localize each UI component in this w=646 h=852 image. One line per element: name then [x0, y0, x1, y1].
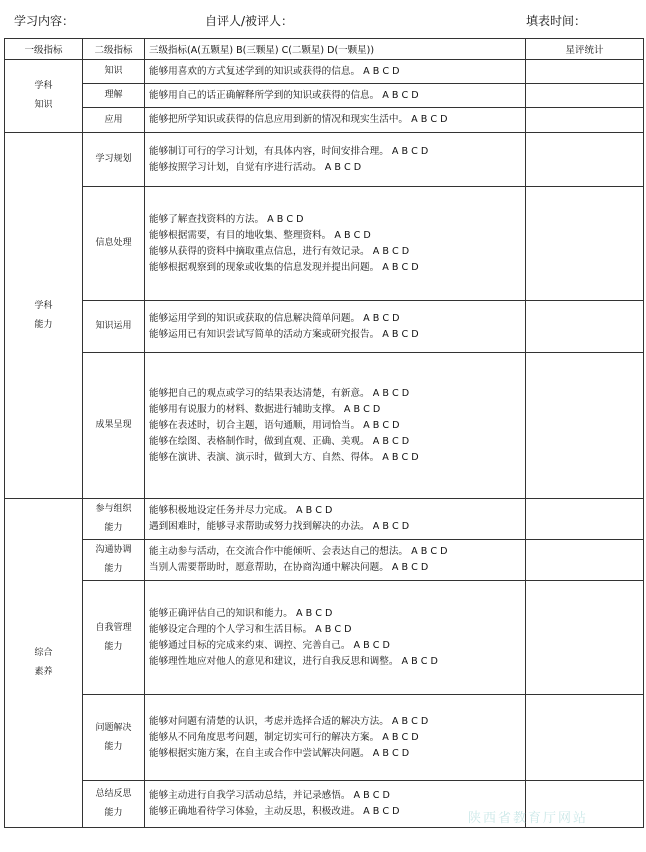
header-level1: 一级指标 [5, 39, 83, 60]
level2-cell [83, 781, 145, 828]
level2-cell [83, 695, 145, 781]
criterion-text: 能够理性地应对他人的意见和建议，进行自我反思和调整。 A B C D [149, 655, 438, 667]
criterion-text: 能够把自己的观点或学习的结果表达清楚，有新意。 A B C D [149, 387, 410, 399]
table-row [5, 133, 644, 187]
criterion-text: 能够正确地看待学习体验，主动反思，积极改进。 A B C D [149, 806, 400, 817]
star-rating-cell[interactable] [526, 60, 644, 84]
level2-text: 能力 [104, 741, 123, 752]
level2-text: 知识运用 [95, 321, 132, 331]
criterion-text: 能够把所学知识或获得的信息应用到新的情况和现实生活中。 A B C D [149, 114, 448, 125]
level3-cell [145, 60, 526, 84]
star-rating-cell[interactable] [526, 108, 644, 133]
header-level2: 二级指标 [83, 39, 145, 60]
level2-text: 能力 [104, 523, 123, 533]
table-row [5, 499, 644, 540]
criterion-text: 能够积极地设定任务并尽力完成。 A B C D [149, 505, 333, 516]
level1-cell [5, 133, 83, 499]
criterion-text: 能主动参与活动，在交流合作中能倾听、会表达自己的想法。 A B C D [149, 546, 448, 557]
header-level3: 三级指标(A(五颗星) B(三颗星) C(二颗星) D(一颗星)) [145, 39, 526, 60]
level2-text: 信息处理 [95, 238, 132, 248]
level1-text: 学科 [34, 300, 53, 311]
level2-text: 参与组织 [95, 504, 132, 514]
criterion-text: 能够用有说服力的材料、数据进行辅助支撑。 A B C D [149, 403, 381, 415]
level3-cell [145, 301, 526, 353]
criterion-text: 能够运用已有知识尝试写简单的活动方案或研究报告。 A B C D [149, 328, 419, 340]
level3-cell [145, 540, 526, 581]
level3-cell [145, 108, 526, 133]
level2-text: 理解 [104, 90, 123, 100]
level1-text: 知识 [34, 100, 53, 110]
star-rating-cell[interactable] [526, 499, 644, 540]
level2-cell [83, 60, 145, 84]
level2-text: 成果呈现 [95, 420, 132, 430]
level2-text: 能力 [104, 564, 123, 574]
level1-text: 学科 [34, 81, 53, 91]
date-label: 填表时间： [526, 14, 587, 28]
level1-text: 综合 [34, 648, 53, 658]
table-row [5, 108, 644, 133]
criterion-text: 能够了解查找资料的方法。 A B C D [149, 213, 304, 225]
criterion-text: 能够运用学到的知识或获取的信息解决简单问题。 A B C D [149, 312, 400, 324]
level2-cell [83, 133, 145, 187]
table-row [5, 353, 644, 499]
criterion-text: 能够对问题有清楚的认识，考虑并选择合适的解决方法。 A B C D [149, 715, 429, 727]
level2-cell [83, 108, 145, 133]
level1-text: 能力 [34, 319, 53, 330]
table-header-row [5, 39, 644, 60]
star-rating-cell[interactable] [526, 187, 644, 301]
level2-text: 自我管理 [95, 622, 132, 633]
level2-text: 学习规划 [95, 154, 132, 164]
criterion-text: 遇到困难时，能够寻求帮助或努力找到解决的办法。 A B C D [149, 521, 410, 532]
star-rating-cell[interactable] [526, 540, 644, 581]
level1-text: 素养 [34, 667, 53, 677]
table-row [5, 84, 644, 108]
level3-cell [145, 499, 526, 540]
level2-cell [83, 540, 145, 581]
study-content-label: 学习内容： [14, 14, 75, 28]
level2-text: 沟通协调 [95, 545, 132, 555]
evaluator-label: 自评人/被评人： [205, 14, 294, 28]
level2-cell [83, 499, 145, 540]
watermark: 陕西省教育厅网站 [468, 811, 589, 826]
level3-cell [145, 581, 526, 695]
criterion-text: 能够从获得的资料中摘取重点信息，进行有效记录。 A B C D [149, 245, 410, 257]
star-rating-cell[interactable] [526, 84, 644, 108]
table-row [5, 301, 644, 353]
criterion-text: 能够在表述时，切合主题，语句通顺，用词恰当。 A B C D [149, 419, 400, 431]
star-rating-cell[interactable] [526, 581, 644, 695]
level2-text: 问题解决 [95, 722, 132, 733]
level2-text: 知识 [104, 66, 123, 76]
criterion-text: 能够根据需要，有目的地收集、整理资料。 A B C D [149, 229, 371, 241]
criterion-text: 能够主动进行自我学习活动总结，并记录感悟。 A B C D [149, 790, 390, 801]
level2-cell [83, 581, 145, 695]
level2-text: 应用 [104, 114, 123, 125]
criterion-text: 能够制订可行的学习计划，有具体内容，时间安排合理。 A B C D [149, 145, 429, 157]
level3-cell [145, 84, 526, 108]
level2-text: 能力 [104, 808, 123, 818]
criterion-text: 能够用喜欢的方式复述学到的知识或获得的信息。 A B C D [149, 65, 400, 77]
criterion-text: 能够用自己的话正确解释所学到的知识或获得的信息。 A B C D [149, 89, 419, 101]
criterion-text: 能够设定合理的个人学习和生活目标。 A B C D [149, 623, 352, 635]
criterion-text: 能够通过目标的完成来约束、调控、完善自己。 A B C D [149, 639, 390, 651]
level3-cell [145, 353, 526, 499]
table-row [5, 581, 644, 695]
criterion-text: 能够根据实施方案，在自主或合作中尝试解决问题。 A B C D [149, 747, 410, 759]
level2-cell [83, 187, 145, 301]
criterion-text: 能够在绘图、表格制作时，做到直观、正确、美观。 A B C D [149, 435, 410, 447]
level2-text: 总结反思 [95, 789, 132, 799]
level2-cell [83, 301, 145, 353]
criterion-text: 能够在演讲、表演、演示时，做到大方、自然、得体。 A B C D [149, 451, 419, 463]
criterion-text: 能够正确评估自己的知识和能力。 A B C D [149, 607, 333, 619]
level3-cell [145, 187, 526, 301]
criterion-text: 能够根据观察到的现象或收集的信息发现并提出问题。 A B C D [149, 261, 419, 273]
star-rating-cell[interactable] [526, 695, 644, 781]
level1-cell [5, 499, 83, 828]
evaluation-table [4, 38, 644, 828]
header-stars: 星评统计 [526, 39, 644, 60]
table-row [5, 60, 644, 84]
level2-cell [83, 353, 145, 499]
star-rating-cell[interactable] [526, 301, 644, 353]
table-row [5, 187, 644, 301]
level2-cell [83, 84, 145, 108]
level3-cell [145, 695, 526, 781]
criterion-text: 能够按照学习计划，自觉有序进行活动。 A B C D [149, 161, 362, 173]
star-rating-cell[interactable] [526, 133, 644, 187]
level3-cell [145, 133, 526, 187]
criterion-text: 当别人需要帮助时，愿意帮助，在协商沟通中解决问题。 A B C D [149, 562, 429, 573]
level1-cell [5, 60, 83, 133]
criterion-text: 能够从不同角度思考问题，制定切实可行的解决方案。 A B C D [149, 731, 419, 743]
table-row [5, 540, 644, 581]
table-body [5, 60, 644, 828]
star-rating-cell[interactable] [526, 353, 644, 499]
table-row [5, 695, 644, 781]
level2-text: 能力 [104, 641, 123, 652]
